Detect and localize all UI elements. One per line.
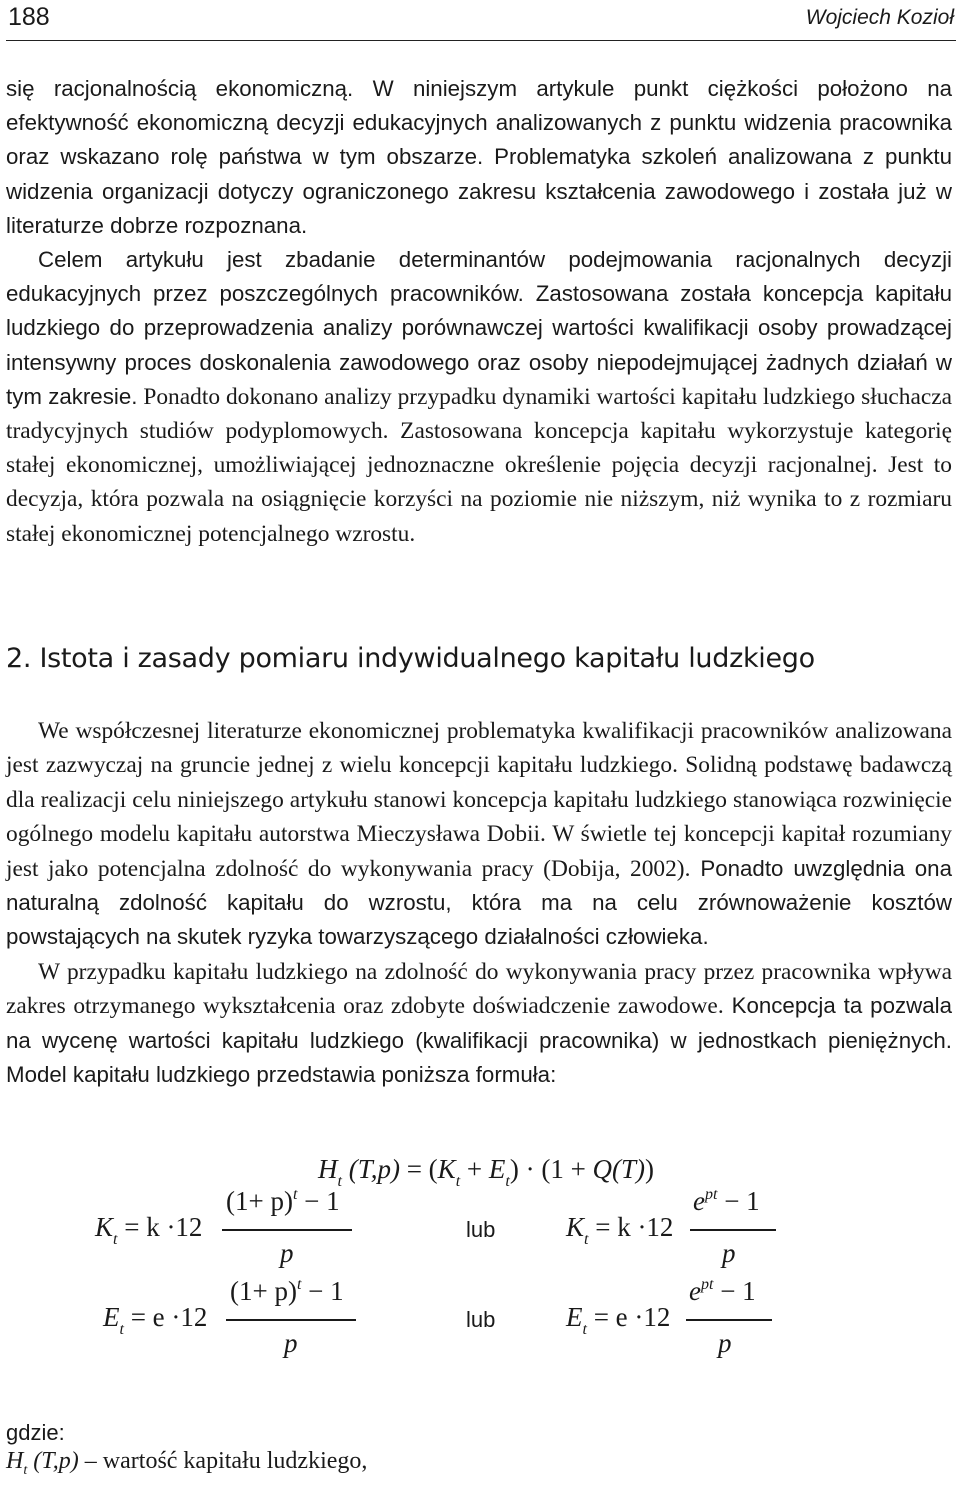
formula-K-right-fraction-bar bbox=[690, 1229, 776, 1231]
formula-E-right-sub: t bbox=[582, 1321, 587, 1338]
formula-E-right-fraction-bar bbox=[686, 1319, 772, 1321]
formula-E-right-var: E bbox=[566, 1302, 583, 1332]
section-text bbox=[6, 714, 952, 1092]
formula-main-sub: t bbox=[337, 1173, 342, 1190]
formula-K-left-numerator bbox=[226, 1186, 340, 1217]
section-paragraph-1-serif: We współczesnej literaturze ekonomicznej problematyka kwalifikacji pracowników analizowana jest zazwyczaj na gruncie jednej z wielu koncepcji kapitału ludzkiego. Solidną podstawę badawczą dla realizacji celu niniejszego artykułu stanowi koncepcja kapitału ludzkiego stanowiąca rozwinięcie ogólnego modelu kapitału autorstwa Mieczysława Dobii. W świetle tej koncepcji kapitał rozumiany jest jako potencjalna zdolność do wykonywania pracy (Dobija, 2002). bbox=[6, 718, 952, 882]
formula-K-left-lhs bbox=[95, 1212, 203, 1248]
section-paragraph-1 bbox=[6, 714, 952, 955]
formula-K-left-den: p bbox=[280, 1238, 294, 1268]
intro-paragraph-2-serif: Ponadto dokonano analizy przypadku dynamiki wartości kapitału ludzkiego słuchacza tradycyjnych studiów podyplomowych. Zastosowana koncepcja kapitału wykorzystuje kategorię stałej ekonomicznej, umożliwiającej jednoznaczne określenie pojęcia decyzji racjonalnej. Jest to decyzja, która pozwala na osiągnięcie korzyści na poziomie nie niższym, niż wynika to z rozmiaru stałej ekonomicznej potencjalnego wzrostu. bbox=[6, 383, 952, 547]
formula-main-E: E bbox=[488, 1154, 506, 1184]
formula-E-right-lhs bbox=[566, 1302, 671, 1338]
running-author: Wojciech Kozioł bbox=[805, 6, 954, 29]
intro-paragraph-2-sans: Celem artykułu jest zbadanie determinantów podejmowania racjonalnych decyzji edukacyjnych przez poszczególnych pracowników. Zastosowana została koncepcja kapitału ludzkiego do przeprowadzenia analizy porównawczej wartości kwalifikacji osoby prowadzącej intensywny proces doskonalenia zawodowego oraz osoby niepodejmującej żadnych działań w tym zakresie. bbox=[6, 247, 952, 409]
formula-E-right-eq: = e ·12 bbox=[593, 1302, 671, 1332]
intro-paragraph-1 bbox=[6, 72, 952, 243]
formula-E-left-denominator bbox=[284, 1328, 298, 1359]
formula-E-left-lhs bbox=[103, 1302, 208, 1338]
formula-main-Q: Q(T) bbox=[592, 1154, 646, 1184]
formula-K-right-lhs bbox=[566, 1212, 674, 1248]
definition-args: (T,p) bbox=[27, 1448, 79, 1474]
formula-E-left-den: p bbox=[284, 1328, 298, 1358]
formula-main-eq: = ( bbox=[399, 1154, 438, 1184]
formula-E-right-exp: pt bbox=[700, 1276, 714, 1293]
intro-paragraph-1-text: się racjonalnością ekonomiczną. W niniejszym artykule punkt ciężkości położono na efektywność ekonomiczną decyzji edukacyjnych analizowanych z punktu widzenia pracownika oraz wskazano rolę państwa w tym obszarze. Problematyka szkoleń analizowana z punktu widzenia organizacji dotyczy ograniczonego zakresu kształcenia zawodowego i została już w literaturze dobrze rozpoznana. bbox=[6, 76, 952, 238]
definition-line bbox=[6, 1448, 368, 1478]
formula-K-left-num: (1+ p) bbox=[226, 1186, 293, 1216]
formula-E-left-sub: t bbox=[119, 1321, 124, 1338]
running-header bbox=[6, 0, 956, 41]
section-paragraph-2-serif: W przypadku kapitału ludzkiego na zdolność do wykonywania pracy przez pracownika wpływa zakres otrzymanego wykształcenia oraz zdobyte doświadczenie zawodowe. bbox=[6, 958, 952, 1020]
formula-E-left-num-tail: − 1 bbox=[301, 1276, 344, 1306]
formula-main-K-sub: t bbox=[455, 1173, 461, 1190]
formula-K-right-var: K bbox=[566, 1212, 585, 1242]
formula-K-right-den: p bbox=[722, 1238, 736, 1268]
page-number: 188 bbox=[8, 3, 50, 31]
formula-main-plus: + bbox=[460, 1154, 489, 1184]
formula-main-E-sub: t bbox=[505, 1173, 510, 1190]
formula-K-right-sub: t bbox=[584, 1231, 589, 1248]
formula-E-left-num: (1+ p) bbox=[230, 1276, 297, 1306]
intro-text bbox=[6, 72, 952, 551]
formula-E-left-var: E bbox=[103, 1302, 120, 1332]
formula-main-rest-close: ) bbox=[645, 1154, 655, 1184]
formula-E-right-num: e bbox=[689, 1276, 701, 1306]
formula-main-args: (T,p) bbox=[348, 1154, 400, 1184]
formula-E-right-denominator bbox=[718, 1328, 732, 1359]
definition-text: – wartość kapitału ludzkiego, bbox=[78, 1448, 368, 1474]
intro-paragraph-2 bbox=[6, 243, 952, 551]
formula-main-rest-open: (1 + bbox=[541, 1154, 593, 1184]
section-heading: 2. Istota i zasady pomiaru indywidualnego kapitału ludzkiego bbox=[6, 643, 815, 674]
formula-K-left-eq: = k ·12 bbox=[124, 1212, 203, 1242]
formula-K-right-num: e bbox=[693, 1186, 705, 1216]
formula-K-left-var: K bbox=[95, 1212, 114, 1242]
formula-E-right-numerator bbox=[689, 1276, 756, 1307]
formula-K-right-num-tail: − 1 bbox=[717, 1186, 760, 1216]
formula-E-left-exp: t bbox=[296, 1276, 302, 1293]
formula-E-left-numerator bbox=[230, 1276, 344, 1307]
lub-label-1: lub bbox=[466, 1217, 496, 1242]
section-paragraph-2-sans: Koncepcja ta pozwala na wycenę wartości kapitału ludzkiego (kwalifikacji pracownika) w jednostkach pieniężnych. Model kapitału ludzkiego przedstawia poniższa formuła: bbox=[6, 993, 952, 1088]
formula-E-left-eq: = e ·12 bbox=[130, 1302, 208, 1332]
formula-K-left-denominator bbox=[280, 1238, 294, 1269]
formula-E-right-den: p bbox=[718, 1328, 732, 1358]
formula-E-right-num-tail: − 1 bbox=[713, 1276, 756, 1306]
formula-E-left-fraction-bar bbox=[226, 1319, 356, 1321]
section-paragraph-1-sans: Ponadto uwzględnia ona naturalną zdolność kapitału do wzrostu, która ma na celu zrównoważenie kosztów powstających na skutek ryzyka towarzyszącego działalności człowieka. bbox=[6, 855, 952, 950]
section-paragraph-2 bbox=[6, 955, 952, 1093]
formula-K-right-eq: = k ·12 bbox=[595, 1212, 674, 1242]
definition-H: H bbox=[6, 1448, 24, 1474]
formula-main-dot: · bbox=[518, 1154, 542, 1184]
formula-K-left-exp: t bbox=[292, 1186, 298, 1203]
definition-sub: t bbox=[23, 1463, 28, 1478]
formula-main bbox=[318, 1154, 655, 1190]
formula-K-right-numerator bbox=[693, 1186, 760, 1217]
formula-main-H: H bbox=[318, 1154, 338, 1184]
formula-K-left-sub: t bbox=[113, 1231, 118, 1248]
formula-K-left-num-tail: − 1 bbox=[297, 1186, 340, 1216]
lub-label-2: lub bbox=[466, 1307, 496, 1332]
formula-main-K: K bbox=[437, 1154, 456, 1184]
formula-K-left-fraction-bar bbox=[222, 1229, 352, 1231]
formula-K-right-exp: pt bbox=[704, 1186, 718, 1203]
gdzie-label: gdzie: bbox=[6, 1420, 65, 1445]
formula-K-right-denominator bbox=[722, 1238, 736, 1269]
formula-main-close: ) bbox=[509, 1154, 519, 1184]
